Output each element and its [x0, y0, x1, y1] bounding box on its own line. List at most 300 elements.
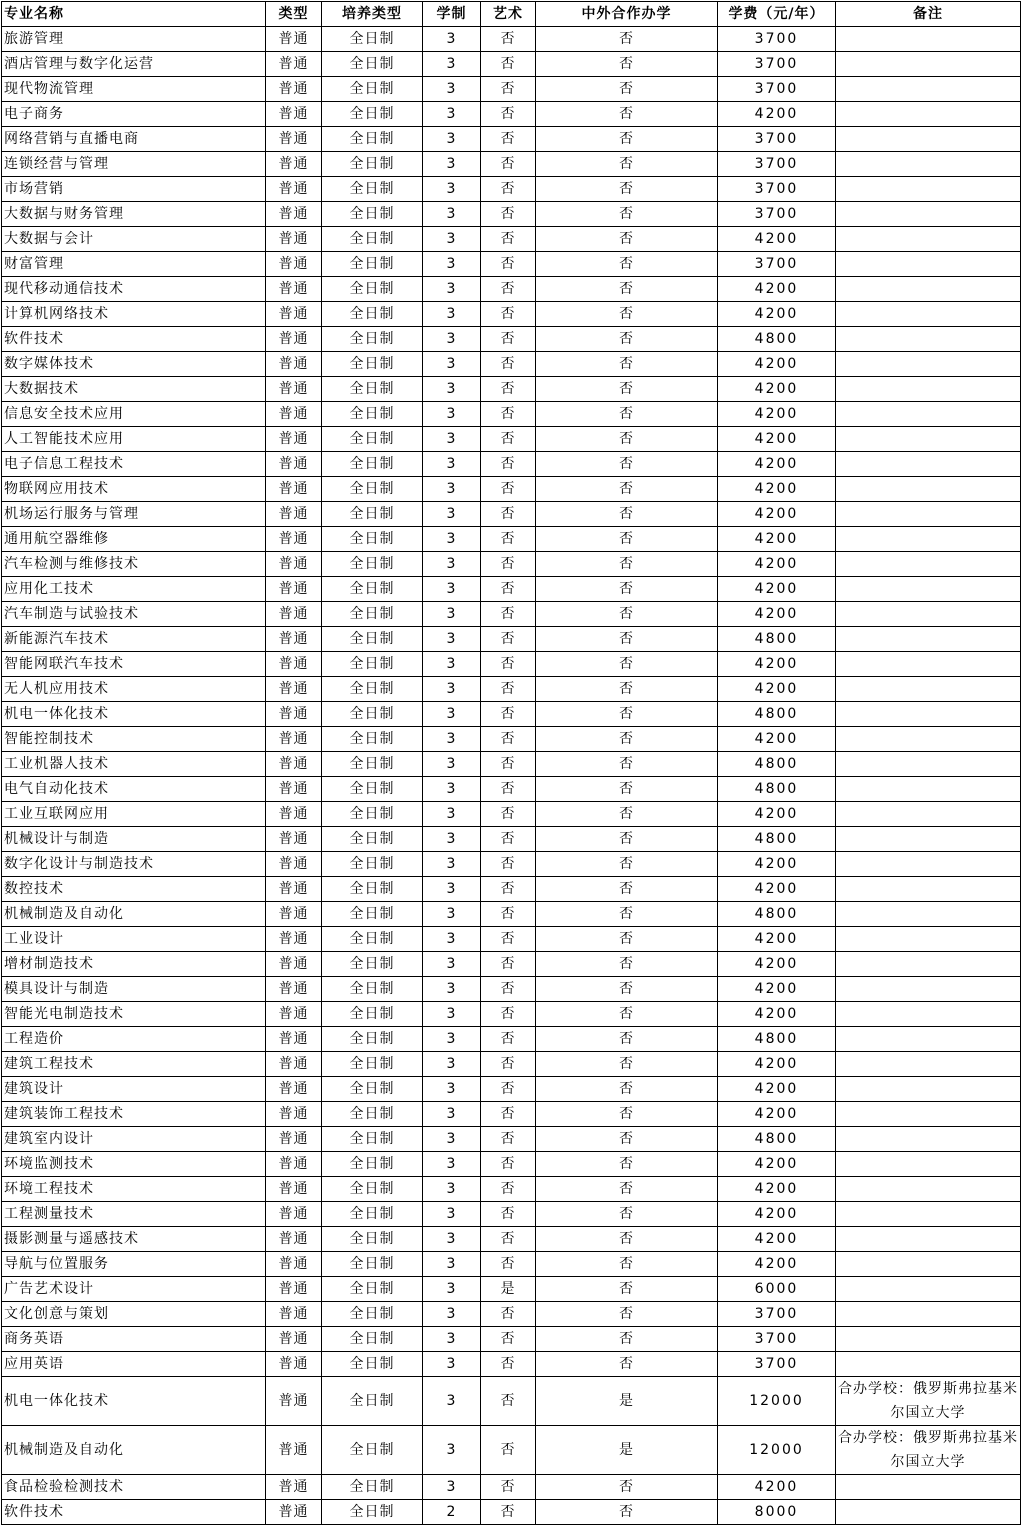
- type-cell: 普通: [266, 277, 322, 302]
- major-name-cell: 增材制造技术: [2, 952, 266, 977]
- joint-program-cell: 否: [536, 302, 718, 327]
- table-row: [2, 902, 1021, 927]
- table-row: [2, 927, 1021, 952]
- tuition-cell: 4800: [718, 827, 836, 852]
- tuition-cell: 3700: [718, 1327, 836, 1352]
- table-row: [2, 552, 1021, 577]
- joint-program-cell: 否: [536, 1027, 718, 1052]
- table-row: [2, 477, 1021, 502]
- duration-cell: 3: [423, 327, 481, 352]
- joint-program-cell: 否: [536, 1252, 718, 1277]
- duration-cell: 3: [423, 1202, 481, 1227]
- table-row: [2, 1177, 1021, 1202]
- majors-table: [1, 1, 1021, 1525]
- joint-program-cell: 否: [536, 1127, 718, 1152]
- remarks-cell: [836, 1475, 1021, 1500]
- remarks-cell: [836, 1077, 1021, 1102]
- major-name-cell: 汽车制造与试验技术: [2, 602, 266, 627]
- art-cell: 否: [481, 1027, 536, 1052]
- table-row: [2, 727, 1021, 752]
- type-cell: 普通: [266, 1377, 322, 1426]
- joint-program-cell: 否: [536, 652, 718, 677]
- tuition-cell: 4800: [718, 627, 836, 652]
- table-row: [2, 352, 1021, 377]
- tuition-cell: 3700: [718, 152, 836, 177]
- type-cell: 普通: [266, 627, 322, 652]
- remarks-cell: [836, 877, 1021, 902]
- major-name-cell: 模具设计与制造: [2, 977, 266, 1002]
- type-cell: 普通: [266, 1152, 322, 1177]
- duration-cell: 3: [423, 852, 481, 877]
- type-cell: 普通: [266, 552, 322, 577]
- table-row: [2, 802, 1021, 827]
- header-major-name: 专业名称: [2, 2, 266, 27]
- remarks-cell: [836, 1352, 1021, 1377]
- tuition-cell: 4200: [718, 502, 836, 527]
- remarks-cell: [836, 1177, 1021, 1202]
- training-type-cell: 全日制: [322, 1377, 423, 1426]
- joint-program-cell: 否: [536, 177, 718, 202]
- training-type-cell: 全日制: [322, 402, 423, 427]
- training-type-cell: 全日制: [322, 352, 423, 377]
- tuition-cell: 4200: [718, 1252, 836, 1277]
- type-cell: 普通: [266, 777, 322, 802]
- art-cell: 否: [481, 752, 536, 777]
- table-row: [2, 1500, 1021, 1525]
- remarks-cell: [836, 927, 1021, 952]
- joint-program-cell: 否: [536, 1500, 718, 1525]
- type-cell: 普通: [266, 127, 322, 152]
- art-cell: 否: [481, 1377, 536, 1426]
- table-row: [2, 1027, 1021, 1052]
- joint-program-cell: 否: [536, 1202, 718, 1227]
- duration-cell: 3: [423, 102, 481, 127]
- joint-program-cell: 否: [536, 1102, 718, 1127]
- table-row: [2, 527, 1021, 552]
- training-type-cell: 全日制: [322, 1152, 423, 1177]
- duration-cell: 3: [423, 627, 481, 652]
- type-cell: 普通: [266, 1102, 322, 1127]
- tuition-cell: 4200: [718, 402, 836, 427]
- joint-program-cell: 是: [536, 1377, 718, 1426]
- tuition-cell: 4800: [718, 902, 836, 927]
- header-joint-program: 中外合作办学: [536, 2, 718, 27]
- tuition-cell: 3700: [718, 1302, 836, 1327]
- major-name-cell: 食品检验检测技术: [2, 1475, 266, 1500]
- major-name-cell: 市场营销: [2, 177, 266, 202]
- training-type-cell: 全日制: [322, 777, 423, 802]
- table-row: [2, 427, 1021, 452]
- table-row: [2, 702, 1021, 727]
- tuition-cell: 4200: [718, 552, 836, 577]
- type-cell: 普通: [266, 652, 322, 677]
- header-duration: 学制: [423, 2, 481, 27]
- joint-program-cell: 否: [536, 552, 718, 577]
- type-cell: 普通: [266, 1352, 322, 1377]
- table-row: [2, 302, 1021, 327]
- duration-cell: 3: [423, 202, 481, 227]
- major-name-cell: 大数据技术: [2, 377, 266, 402]
- art-cell: 否: [481, 852, 536, 877]
- training-type-cell: 全日制: [322, 327, 423, 352]
- joint-program-cell: 否: [536, 927, 718, 952]
- duration-cell: 3: [423, 502, 481, 527]
- art-cell: 否: [481, 527, 536, 552]
- art-cell: 否: [481, 1252, 536, 1277]
- type-cell: 普通: [266, 1002, 322, 1027]
- major-name-cell: 数控技术: [2, 877, 266, 902]
- major-name-cell: 软件技术: [2, 1500, 266, 1525]
- duration-cell: 3: [423, 427, 481, 452]
- major-name-cell: 工业互联网应用: [2, 802, 266, 827]
- type-cell: 普通: [266, 977, 322, 1002]
- type-cell: 普通: [266, 1500, 322, 1525]
- training-type-cell: 全日制: [322, 227, 423, 252]
- remarks-cell: [836, 1052, 1021, 1077]
- remarks-cell: [836, 777, 1021, 802]
- joint-program-cell: 否: [536, 377, 718, 402]
- duration-cell: 3: [423, 1302, 481, 1327]
- remarks-cell: [836, 352, 1021, 377]
- tuition-cell: 4800: [718, 752, 836, 777]
- tuition-cell: 3700: [718, 252, 836, 277]
- remarks-cell: 合办学校：俄罗斯弗拉基米尔国立大学: [836, 1377, 1021, 1426]
- remarks-cell: [836, 752, 1021, 777]
- duration-cell: 3: [423, 77, 481, 102]
- duration-cell: 3: [423, 252, 481, 277]
- training-type-cell: 全日制: [322, 377, 423, 402]
- training-type-cell: 全日制: [322, 177, 423, 202]
- type-cell: 普通: [266, 1127, 322, 1152]
- major-name-cell: 工业机器人技术: [2, 752, 266, 777]
- joint-program-cell: 否: [536, 327, 718, 352]
- table-row: [2, 1475, 1021, 1500]
- major-name-cell: 工业设计: [2, 927, 266, 952]
- major-name-cell: 应用英语: [2, 1352, 266, 1377]
- joint-program-cell: 否: [536, 527, 718, 552]
- art-cell: 否: [481, 477, 536, 502]
- tuition-cell: 4200: [718, 877, 836, 902]
- training-type-cell: 全日制: [322, 1202, 423, 1227]
- duration-cell: 3: [423, 1252, 481, 1277]
- remarks-cell: [836, 902, 1021, 927]
- type-cell: 普通: [266, 727, 322, 752]
- art-cell: 否: [481, 402, 536, 427]
- major-name-cell: 酒店管理与数字化运营: [2, 52, 266, 77]
- tuition-cell: 4200: [718, 477, 836, 502]
- remarks-cell: [836, 1002, 1021, 1027]
- training-type-cell: 全日制: [322, 652, 423, 677]
- tuition-cell: 4800: [718, 1127, 836, 1152]
- art-cell: 否: [481, 427, 536, 452]
- training-type-cell: 全日制: [322, 1052, 423, 1077]
- remarks-cell: [836, 177, 1021, 202]
- tuition-cell: 4200: [718, 1102, 836, 1127]
- joint-program-cell: 否: [536, 202, 718, 227]
- remarks-cell: [836, 577, 1021, 602]
- joint-program-cell: 否: [536, 1077, 718, 1102]
- remarks-cell: [836, 27, 1021, 52]
- table-row: [2, 327, 1021, 352]
- joint-program-cell: 否: [536, 402, 718, 427]
- duration-cell: 3: [423, 1227, 481, 1252]
- art-cell: 否: [481, 102, 536, 127]
- major-name-cell: 机电一体化技术: [2, 1377, 266, 1426]
- training-type-cell: 全日制: [322, 1327, 423, 1352]
- training-type-cell: 全日制: [322, 127, 423, 152]
- major-name-cell: 环境工程技术: [2, 1177, 266, 1202]
- remarks-cell: [836, 277, 1021, 302]
- joint-program-cell: 否: [536, 827, 718, 852]
- major-name-cell: 机械设计与制造: [2, 827, 266, 852]
- remarks-cell: [836, 477, 1021, 502]
- table-row: [2, 177, 1021, 202]
- remarks-cell: [836, 402, 1021, 427]
- duration-cell: 3: [423, 677, 481, 702]
- joint-program-cell: 否: [536, 1227, 718, 1252]
- tuition-cell: 4200: [718, 377, 836, 402]
- duration-cell: 3: [423, 827, 481, 852]
- type-cell: 普通: [266, 1027, 322, 1052]
- table-row: [2, 1377, 1021, 1426]
- major-name-cell: 大数据与会计: [2, 227, 266, 252]
- training-type-cell: 全日制: [322, 1475, 423, 1500]
- type-cell: 普通: [266, 577, 322, 602]
- major-name-cell: 软件技术: [2, 327, 266, 352]
- table-row: [2, 777, 1021, 802]
- training-type-cell: 全日制: [322, 952, 423, 977]
- tuition-cell: 4800: [718, 327, 836, 352]
- tuition-cell: 3700: [718, 202, 836, 227]
- joint-program-cell: 否: [536, 802, 718, 827]
- joint-program-cell: 否: [536, 77, 718, 102]
- tuition-cell: 4200: [718, 802, 836, 827]
- type-cell: 普通: [266, 702, 322, 727]
- art-cell: 否: [481, 1327, 536, 1352]
- major-name-cell: 现代物流管理: [2, 77, 266, 102]
- tuition-cell: 4200: [718, 852, 836, 877]
- art-cell: 否: [481, 552, 536, 577]
- major-name-cell: 工程造价: [2, 1027, 266, 1052]
- tuition-cell: 6000: [718, 1277, 836, 1302]
- type-cell: 普通: [266, 1227, 322, 1252]
- tuition-cell: 4200: [718, 577, 836, 602]
- remarks-cell: [836, 377, 1021, 402]
- table-row: [2, 127, 1021, 152]
- remarks-cell: [836, 302, 1021, 327]
- remarks-cell: [836, 452, 1021, 477]
- duration-cell: 3: [423, 1152, 481, 1177]
- remarks-cell: [836, 1500, 1021, 1525]
- table-row: [2, 977, 1021, 1002]
- art-cell: 否: [481, 1077, 536, 1102]
- table-row: [2, 227, 1021, 252]
- major-name-cell: 电子商务: [2, 102, 266, 127]
- type-cell: 普通: [266, 927, 322, 952]
- major-name-cell: 机械制造及自动化: [2, 902, 266, 927]
- major-name-cell: 工程测量技术: [2, 1202, 266, 1227]
- major-name-cell: 机场运行服务与管理: [2, 502, 266, 527]
- tuition-cell: 4200: [718, 602, 836, 627]
- remarks-cell: [836, 1102, 1021, 1127]
- table-row: [2, 1302, 1021, 1327]
- training-type-cell: 全日制: [322, 77, 423, 102]
- training-type-cell: 全日制: [322, 602, 423, 627]
- major-name-cell: 新能源汽车技术: [2, 627, 266, 652]
- remarks-cell: [836, 1277, 1021, 1302]
- art-cell: 否: [481, 1202, 536, 1227]
- tuition-cell: 4200: [718, 277, 836, 302]
- tuition-cell: 4200: [718, 1227, 836, 1252]
- tuition-cell: 4200: [718, 227, 836, 252]
- table-row: [2, 152, 1021, 177]
- joint-program-cell: 否: [536, 477, 718, 502]
- type-cell: 普通: [266, 302, 322, 327]
- art-cell: 否: [481, 227, 536, 252]
- joint-program-cell: 否: [536, 952, 718, 977]
- remarks-cell: [836, 1302, 1021, 1327]
- joint-program-cell: 否: [536, 677, 718, 702]
- art-cell: 否: [481, 952, 536, 977]
- type-cell: 普通: [266, 1277, 322, 1302]
- duration-cell: 3: [423, 952, 481, 977]
- art-cell: 否: [481, 327, 536, 352]
- training-type-cell: 全日制: [322, 627, 423, 652]
- duration-cell: 3: [423, 777, 481, 802]
- training-type-cell: 全日制: [322, 102, 423, 127]
- major-name-cell: 电子信息工程技术: [2, 452, 266, 477]
- tuition-cell: 3700: [718, 127, 836, 152]
- major-name-cell: 建筑工程技术: [2, 1052, 266, 1077]
- duration-cell: 3: [423, 277, 481, 302]
- joint-program-cell: 否: [536, 502, 718, 527]
- type-cell: 普通: [266, 902, 322, 927]
- table-row: [2, 1202, 1021, 1227]
- joint-program-cell: 否: [536, 702, 718, 727]
- table-row: [2, 1052, 1021, 1077]
- duration-cell: 3: [423, 727, 481, 752]
- art-cell: 否: [481, 877, 536, 902]
- tuition-cell: 4200: [718, 952, 836, 977]
- art-cell: 否: [481, 777, 536, 802]
- tuition-cell: 4200: [718, 527, 836, 552]
- tuition-cell: 3700: [718, 1352, 836, 1377]
- duration-cell: 3: [423, 1102, 481, 1127]
- table-row: [2, 1426, 1021, 1475]
- major-name-cell: 人工智能技术应用: [2, 427, 266, 452]
- remarks-cell: [836, 427, 1021, 452]
- tuition-cell: 3700: [718, 77, 836, 102]
- type-cell: 普通: [266, 852, 322, 877]
- type-cell: 普通: [266, 77, 322, 102]
- remarks-cell: [836, 102, 1021, 127]
- art-cell: 否: [481, 577, 536, 602]
- remarks-cell: [836, 1252, 1021, 1277]
- art-cell: 否: [481, 202, 536, 227]
- table-row: [2, 27, 1021, 52]
- table-row: [2, 752, 1021, 777]
- art-cell: 否: [481, 127, 536, 152]
- table-row: [2, 852, 1021, 877]
- art-cell: 否: [481, 1227, 536, 1252]
- duration-cell: 3: [423, 452, 481, 477]
- remarks-cell: [836, 727, 1021, 752]
- training-type-cell: 全日制: [322, 452, 423, 477]
- duration-cell: 3: [423, 177, 481, 202]
- type-cell: 普通: [266, 1475, 322, 1500]
- table-row: [2, 827, 1021, 852]
- art-cell: 否: [481, 652, 536, 677]
- type-cell: 普通: [266, 1202, 322, 1227]
- art-cell: 否: [481, 1177, 536, 1202]
- type-cell: 普通: [266, 1052, 322, 1077]
- joint-program-cell: 否: [536, 1475, 718, 1500]
- training-type-cell: 全日制: [322, 902, 423, 927]
- duration-cell: 3: [423, 527, 481, 552]
- remarks-cell: [836, 952, 1021, 977]
- tuition-cell: 4200: [718, 927, 836, 952]
- type-cell: 普通: [266, 52, 322, 77]
- joint-program-cell: 否: [536, 977, 718, 1002]
- type-cell: 普通: [266, 102, 322, 127]
- table-row: [2, 627, 1021, 652]
- major-name-cell: 建筑室内设计: [2, 1127, 266, 1152]
- table-row: [2, 77, 1021, 102]
- art-cell: 否: [481, 1475, 536, 1500]
- type-cell: 普通: [266, 827, 322, 852]
- training-type-cell: 全日制: [322, 877, 423, 902]
- art-cell: 否: [481, 677, 536, 702]
- duration-cell: 2: [423, 1500, 481, 1525]
- joint-program-cell: 否: [536, 1277, 718, 1302]
- type-cell: 普通: [266, 177, 322, 202]
- duration-cell: 3: [423, 702, 481, 727]
- art-cell: 否: [481, 977, 536, 1002]
- table-row: [2, 577, 1021, 602]
- tuition-cell: 4800: [718, 777, 836, 802]
- table-row: [2, 602, 1021, 627]
- tuition-cell: 4200: [718, 652, 836, 677]
- major-name-cell: 商务英语: [2, 1327, 266, 1352]
- type-cell: 普通: [266, 1252, 322, 1277]
- art-cell: 否: [481, 602, 536, 627]
- table-row: [2, 1102, 1021, 1127]
- remarks-cell: [836, 1152, 1021, 1177]
- art-cell: 否: [481, 177, 536, 202]
- table-row: [2, 377, 1021, 402]
- type-cell: 普通: [266, 677, 322, 702]
- joint-program-cell: 否: [536, 752, 718, 777]
- type-cell: 普通: [266, 802, 322, 827]
- training-type-cell: 全日制: [322, 1302, 423, 1327]
- remarks-cell: [836, 1202, 1021, 1227]
- remarks-cell: [836, 227, 1021, 252]
- major-name-cell: 机电一体化技术: [2, 702, 266, 727]
- table-row: [2, 1152, 1021, 1177]
- major-name-cell: 智能光电制造技术: [2, 1002, 266, 1027]
- remarks-cell: [836, 827, 1021, 852]
- art-cell: 否: [481, 1152, 536, 1177]
- art-cell: 否: [481, 52, 536, 77]
- type-cell: 普通: [266, 527, 322, 552]
- training-type-cell: 全日制: [322, 977, 423, 1002]
- type-cell: 普通: [266, 1077, 322, 1102]
- art-cell: 否: [481, 702, 536, 727]
- remarks-cell: [836, 1227, 1021, 1252]
- art-cell: 否: [481, 277, 536, 302]
- joint-program-cell: 否: [536, 52, 718, 77]
- art-cell: 否: [481, 1500, 536, 1525]
